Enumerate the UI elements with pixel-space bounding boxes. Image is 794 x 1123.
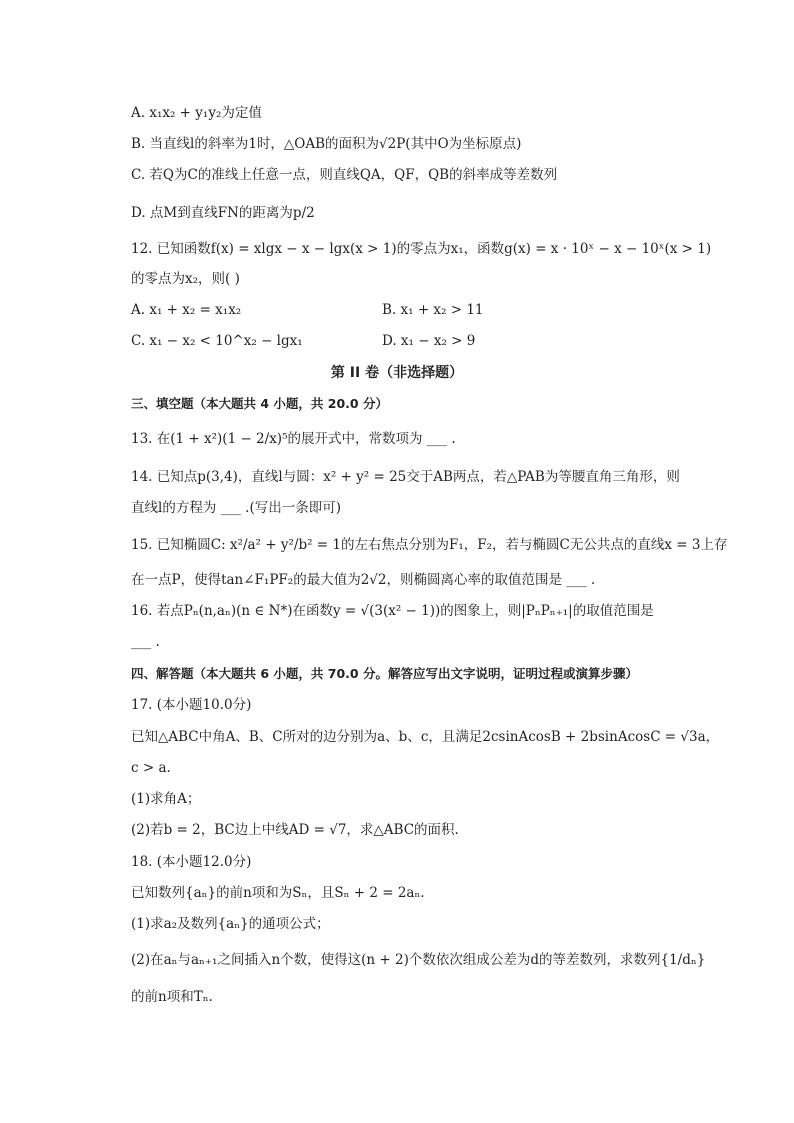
q15-line2: 在一点P，使得tan∠F₁PF₂的最大值为2√2，则椭圆离心率的取值范围是 ___ . bbox=[131, 572, 596, 588]
q11-option-b: B. 当直线l的斜率为1时，△OAB的面积为√2P(其中O为坐标原点) bbox=[131, 136, 522, 152]
q13: 13. 在(1 + x²)(1 − 2/x)⁵的展开式中，常数项为 ___ . bbox=[131, 431, 456, 447]
q17-title: 17. (本小题10.0分) bbox=[131, 697, 252, 713]
q18-part2-line1: (2)在aₙ与aₙ₊₁之间插入n个数，使得这(n + 2)个数依次组成公差为d的等差数列，求数列{1/dₙ} bbox=[131, 952, 706, 968]
q12-stem-line1: 12. 已知函数f(x) = xlgx − x − lgx(x > 1)的零点为x₁，函数g(x) = x · 10ˣ − x − 10ˣ(x > 1) bbox=[131, 241, 712, 257]
q11-option-a: A. x₁x₂ + y₁y₂为定值 bbox=[131, 105, 262, 121]
q16-line1: 16. 若点Pₙ(n,aₙ)(n ∈ N*)在函数y = √(3(x² − 1))的图象上，则|PₙPₙ₊₁|的取值范围是 bbox=[131, 603, 654, 619]
q18-line1: 已知数列{aₙ}的前n项和为Sₙ，且Sₙ + 2 = 2aₙ. bbox=[131, 885, 425, 901]
q16-line2: ___ . bbox=[131, 634, 160, 650]
q12-option-b: B. x₁ + x₂ > 11 bbox=[382, 302, 484, 318]
section3-header: 三、填空题（本大题共 4 小题，共 20.0 分） bbox=[131, 396, 388, 411]
q14-line2: 直线l的方程为 ___ .(写出一条即可) bbox=[131, 500, 341, 516]
q11-option-c: C. 若Q为C的准线上任意一点，则直线QA，QF，QB的斜率成等差数列 bbox=[131, 167, 558, 183]
q12-option-d: D. x₁ − x₂ > 9 bbox=[382, 333, 476, 349]
q18-part1: (1)求a₂及数列{aₙ}的通项公式； bbox=[131, 916, 330, 932]
part2-title: 第 II 卷（非选择题） bbox=[330, 365, 464, 381]
q18-title: 18. (本小题12.0分) bbox=[131, 854, 252, 870]
q14-line1: 14. 已知点p(3,4)，直线l与圆：x² + y² = 25交于AB两点，若△PAB为等腰直角三角形，则 bbox=[131, 469, 680, 485]
q17-part2: (2)若b = 2，BC边上中线AD = √7，求△ABC的面积. bbox=[131, 822, 459, 838]
q15-line1: 15. 已知椭圆C: x²/a² + y²/b² = 1的左右焦点分别为F₁，F₂，若与椭圆C无公共点的直线x = 3上存 bbox=[131, 537, 728, 553]
q17-part1: (1)求角A； bbox=[131, 791, 201, 807]
section4-header: 四、解答题（本大题共 6 小题，共 70.0 分。解答应写出文字说明，证明过程或演算步骤） bbox=[131, 666, 638, 681]
q17-line1: 已知△ABC中角A、B、C所对的边分别为a、b、c，且满足2csinAcosB + 2bsinAcosC = √3a， bbox=[131, 729, 720, 745]
q17-line2: c > a. bbox=[131, 760, 171, 776]
q12-stem-line2: 的零点为x₂，则( ) bbox=[131, 271, 240, 287]
q11-option-d: D. 点M到直线FN的距离为p/2 bbox=[131, 205, 315, 221]
q18-part2-line2: 的前n项和Tₙ. bbox=[131, 989, 213, 1005]
q12-option-c: C. x₁ − x₂ < 10^x₂ − lgx₁ bbox=[131, 333, 303, 349]
q12-option-a: A. x₁ + x₂ = x₁x₂ bbox=[131, 302, 242, 318]
